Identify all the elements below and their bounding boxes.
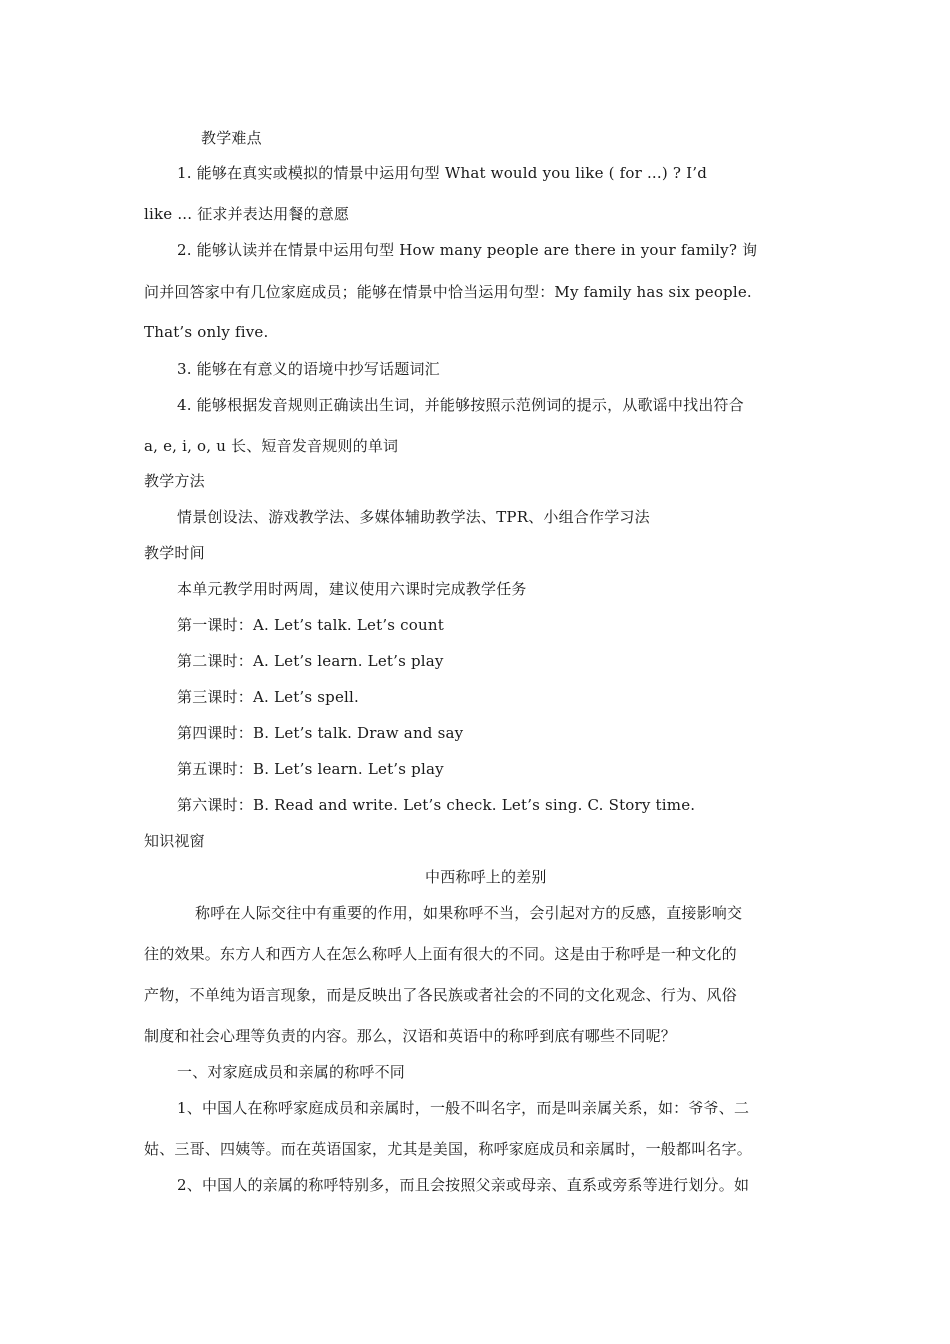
paragraph-1-line-1: 称呼在人际交往中有重要的作用，如果称呼不当，会引起对方的反感，直接影响交 xyxy=(195,904,743,922)
lesson-4: 第四课时：B. Let’s talk. Draw and say xyxy=(177,724,464,742)
methods-heading: 教学方法 xyxy=(144,472,205,490)
paragraph-1-line-3: 产物，不单纯为语言现象，而是反映出了各民族或者社会的不同的文化观念、行为、风俗 xyxy=(144,986,737,1004)
difficulties-heading: 教学难点 xyxy=(201,129,262,147)
lesson-2: 第二课时：A. Let’s learn. Let’s play xyxy=(177,652,444,670)
lesson-5: 第五课时：B. Let’s learn. Let’s play xyxy=(177,760,444,778)
lesson-6: 第六课时：B. Read and write. Let’s check. Let’s sing. C. Story time. xyxy=(177,796,696,814)
paragraph-3-line-1: 2、中国人的亲属的称呼特别多，而且会按照父亲或母亲、直系或旁系等进行划分。如 xyxy=(177,1176,750,1194)
difficulty-1-line-2: like ... 征求并表达用餐的意愿 xyxy=(144,205,350,223)
lesson-3: 第三课时：A. Let’s spell. xyxy=(177,688,360,706)
paragraph-1-line-4: 制度和社会心理等负责的内容。那么，汉语和英语中的称呼到底有哪些不同呢？ xyxy=(144,1027,677,1045)
section-1-heading: 一、对家庭成员和亲属的称呼不同 xyxy=(177,1063,406,1081)
difficulty-4-line-1: 4. 能够根据发音规则正确读出生词，并能够按照示范例词的提示，从歌谣中找出符合 xyxy=(177,396,744,414)
article-title: 中西称呼上的差别 xyxy=(425,868,547,886)
paragraph-1-line-2: 往的效果。东方人和西方人在怎么称呼人上面有很大的不同。这是由于称呼是一种文化的 xyxy=(144,945,737,963)
difficulty-4-line-2: a, e, i, o, u 长、短音发音规则的单词 xyxy=(144,437,399,455)
time-intro: 本单元教学用时两周，建议使用六课时完成教学任务 xyxy=(177,580,527,598)
difficulty-2-line-2: 问并回答家中有几位家庭成员；能够在情景中恰当运用句型：My family has six people. xyxy=(144,283,752,301)
lesson-1: 第一课时：A. Let’s talk. Let’s count xyxy=(177,616,444,634)
paragraph-2-line-2: 姑、三哥、四姨等。而在英语国家，尤其是美国，称呼家庭成员和亲属时，一般都叫名字。 xyxy=(144,1140,753,1158)
difficulty-1-line-1: 1. 能够在真实或模拟的情景中运用句型 What would you like ( for ...) ? I’d xyxy=(177,164,707,182)
difficulty-2-line-3: That’s only five. xyxy=(144,323,269,341)
paragraph-2-line-1: 1、中国人在称呼家庭成员和亲属时，一般不叫名字，而是叫亲属关系，如：爷爷、二 xyxy=(177,1099,750,1117)
difficulty-3: 3. 能够在有意义的语境中抄写话题词汇 xyxy=(177,360,440,378)
methods-text: 情景创设法、游戏教学法、多媒体辅助教学法、TPR、小组合作学习法 xyxy=(177,508,650,526)
time-heading: 教学时间 xyxy=(144,544,205,562)
difficulty-2-line-1: 2. 能够认读并在情景中运用句型 How many people are there in your family? 询 xyxy=(177,241,758,259)
knowledge-heading: 知识视窗 xyxy=(144,832,205,850)
